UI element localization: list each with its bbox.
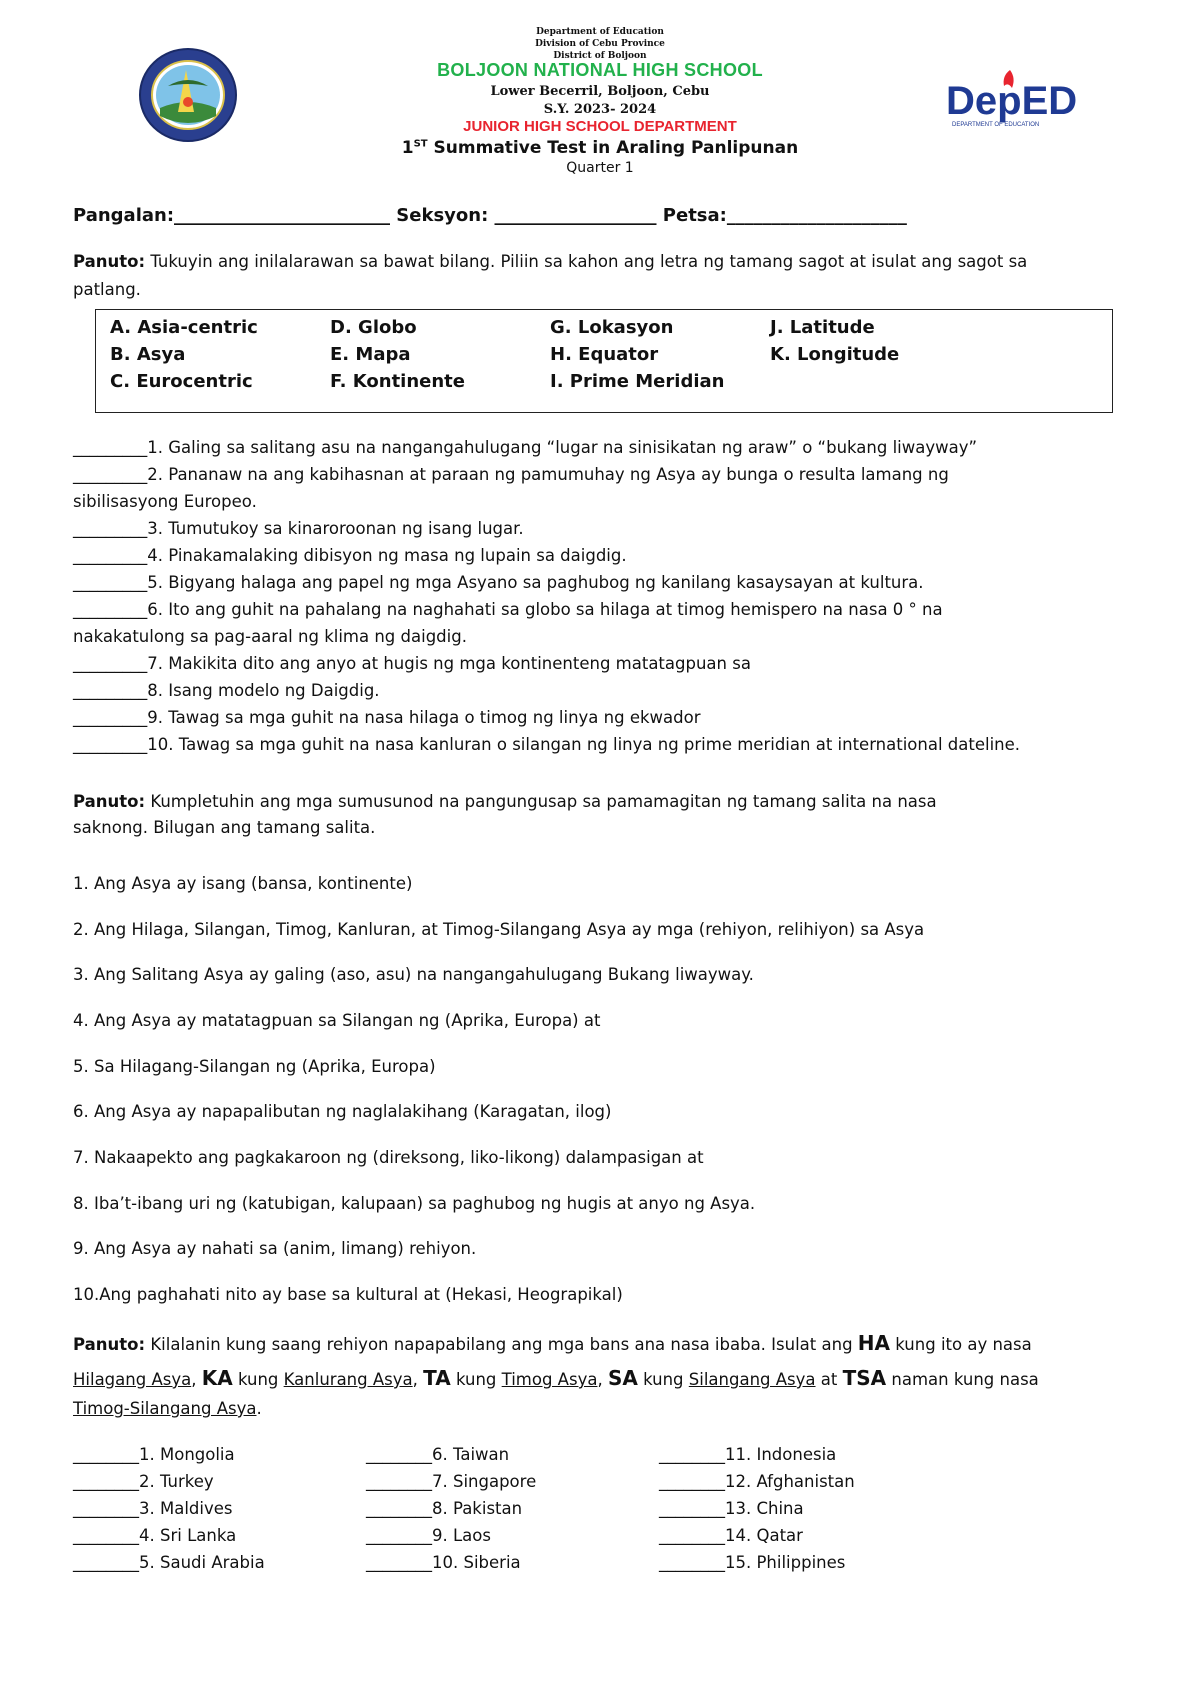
part3-instruction: Panuto: Kilalanin kung saang rehiyon napapabilang ang mga bans ana nasa ibaba. Isulat ang HA kung ito ay nasa — [73, 1331, 1032, 1355]
country-item: ________3. Maldives — [73, 1499, 233, 1518]
choice-k: K. Longitude — [770, 344, 900, 365]
part1-instruction-cont: patlang. — [73, 280, 141, 299]
deped-logo-subtext: DEPARTMENT OF EDUCATION — [952, 122, 1040, 128]
choice-f: F. Kontinente — [330, 371, 465, 392]
school-year: S.Y. 2023- 2024 — [543, 102, 657, 117]
header-line-3: District of Boljoon — [553, 51, 647, 61]
part2-item: 6. Ang Asya ay napapalibutan ng naglalakihang (Karagatan, ilog) — [73, 1102, 612, 1121]
part1-item: _________9. Tawag sa mga guhit na nasa hilaga o timog ng linya ng ekwador — [73, 708, 701, 727]
part2-item: 8. Iba’t-ibang uri ng (katubigan, kalupaan) sa paghubog ng hugis at anyo ng Asya. — [73, 1194, 756, 1213]
part2-item: 2. Ang Hilaga, Silangan, Timog, Kanluran, at Timog-Silangang Asya ay mga (rehiyon, relihiyon) sa Asya — [73, 920, 925, 939]
part2-item: 5. Sa Hilagang-Silangan ng (Aprika, Europa) — [73, 1057, 436, 1076]
choice-g: G. Lokasyon — [550, 317, 674, 338]
part1-item-cont: nakakatulong sa pag-aaral ng klima ng daigdig. — [73, 627, 467, 646]
part1-instruction: Panuto: Tukuyin ang inilalarawan sa bawat bilang. Piliin sa kahon ang letra ng tamang sagot at isulat ang sagot sa — [73, 252, 1028, 271]
country-item: ________15. Philippines — [659, 1553, 846, 1572]
department-name: JUNIOR HIGH SCHOOL DEPARTMENT — [463, 118, 737, 135]
choice-h: H. Equator — [550, 344, 659, 365]
header-line-1: Department of Education — [536, 27, 664, 37]
choices-box — [95, 309, 1113, 413]
country-item: ________2. Turkey — [73, 1472, 214, 1491]
country-item: ________1. Mongolia — [73, 1445, 235, 1464]
header-line-2: Division of Cebu Province — [535, 39, 665, 49]
part1-item: _________6. Ito ang guhit na pahalang na naghahati sa globo sa hilaga at timog hemispero na nasa 0 ° na — [73, 600, 943, 619]
part1-item: _________2. Pananaw na ang kabihasnan at paraan ng pamumuhay ng Asya ay bunga o resulta lamang ng — [73, 465, 949, 484]
choice-i: I. Prime Meridian — [550, 371, 725, 392]
country-item: ________8. Pakistan — [366, 1499, 523, 1518]
country-item: ________9. Laos — [366, 1526, 491, 1545]
choice-d: D. Globo — [330, 317, 417, 338]
part2-item: 4. Ang Asya ay matatagpuan sa Silangan ng (Aprika, Europa) at — [73, 1011, 601, 1030]
school-name: BOLJOON NATIONAL HIGH SCHOOL — [437, 60, 763, 80]
choice-j: J. Latitude — [770, 317, 875, 338]
part3-instruction-cont: Hilagang Asya, KA kung Kanlurang Asya, TA kung Timog Asya, SA kung Silangang Asya at TSA naman kung nasa — [73, 1366, 1039, 1390]
part1-item: _________10. Tawag sa mga guhit na nasa kanluran o silangan ng linya ng prime meridian at international dateline. — [73, 735, 1021, 754]
part1-item: _________3. Tumutukoy sa kinaroroonan ng isang lugar. — [73, 519, 524, 538]
part2-item: 1. Ang Asya ay isang (bansa, kontinente) — [73, 874, 413, 893]
part1-item: _________8. Isang modelo ng Daigdig. — [73, 681, 380, 700]
country-item: ________5. Saudi Arabia — [73, 1553, 265, 1572]
choice-b: B. Asya — [110, 344, 186, 365]
quarter-label: Quarter 1 — [566, 160, 634, 176]
country-item: ________7. Singapore — [366, 1472, 537, 1491]
test-title: 1ST Summative Test in Araling Panlipunan — [401, 138, 799, 158]
part2-item: 7. Nakaapekto ang pagkakaroon ng (direksong, liko-likong) dalampasigan at — [73, 1148, 704, 1167]
country-item: ________11. Indonesia — [659, 1445, 837, 1464]
part1-item: _________5. Bigyang halaga ang papel ng mga Asyano sa paghubog ng kanilang kasaysayan at kultura. — [73, 573, 924, 592]
part1-item: _________4. Pinakamalaking dibisyon ng masa ng lupain sa daigdig. — [73, 546, 627, 565]
part2-instruction-cont: saknong. Bilugan ang tamang salita. — [73, 818, 376, 837]
deped-logo-text: DepED — [946, 79, 1078, 123]
country-item: ________6. Taiwan — [366, 1445, 510, 1464]
part1-item-cont: sibilisasyong Europeo. — [73, 492, 257, 511]
part2-item: 3. Ang Salitang Asya ay galing (aso, asu) na nangangahulugang Bukang liwayway. — [73, 965, 754, 984]
country-item: ________14. Qatar — [659, 1526, 803, 1545]
choice-c: C. Eurocentric — [110, 371, 253, 392]
country-item: ________13. China — [659, 1499, 804, 1518]
choice-e: E. Mapa — [330, 344, 411, 365]
country-item: ________10. Siberia — [366, 1553, 521, 1572]
country-item: ________4. Sri Lanka — [73, 1526, 237, 1545]
school-address: Lower Becerril, Boljoon, Cebu — [490, 84, 710, 99]
part1-item: _________1. Galing sa salitang asu na nangangahulugang “lugar na sinisikatan ng araw” o “bukang liwayway” — [73, 438, 978, 457]
part3-instruction-end: Timog-Silangang Asya. — [73, 1399, 262, 1418]
student-info-line: Pangalan:________________________ Seksyon: __________________ Petsa:____________________ — [73, 205, 907, 226]
country-item: ________12. Afghanistan — [659, 1472, 855, 1491]
part2-item: 10.Ang paghahati nito ay base sa kultural at (Hekasi, Heograpikal) — [73, 1285, 623, 1304]
part2-instruction: Panuto: Kumpletuhin ang mga sumusunod na pangungusap sa pamamagitan ng tamang salita na nasa — [73, 792, 937, 811]
choice-a: A. Asia-centric — [110, 317, 258, 338]
part2-item: 9. Ang Asya ay nahati sa (anim, limang) rehiyon. — [73, 1239, 477, 1258]
part1-item: _________7. Makikita dito ang anyo at hugis ng mga kontinenteng matatagpuan sa — [73, 654, 751, 673]
